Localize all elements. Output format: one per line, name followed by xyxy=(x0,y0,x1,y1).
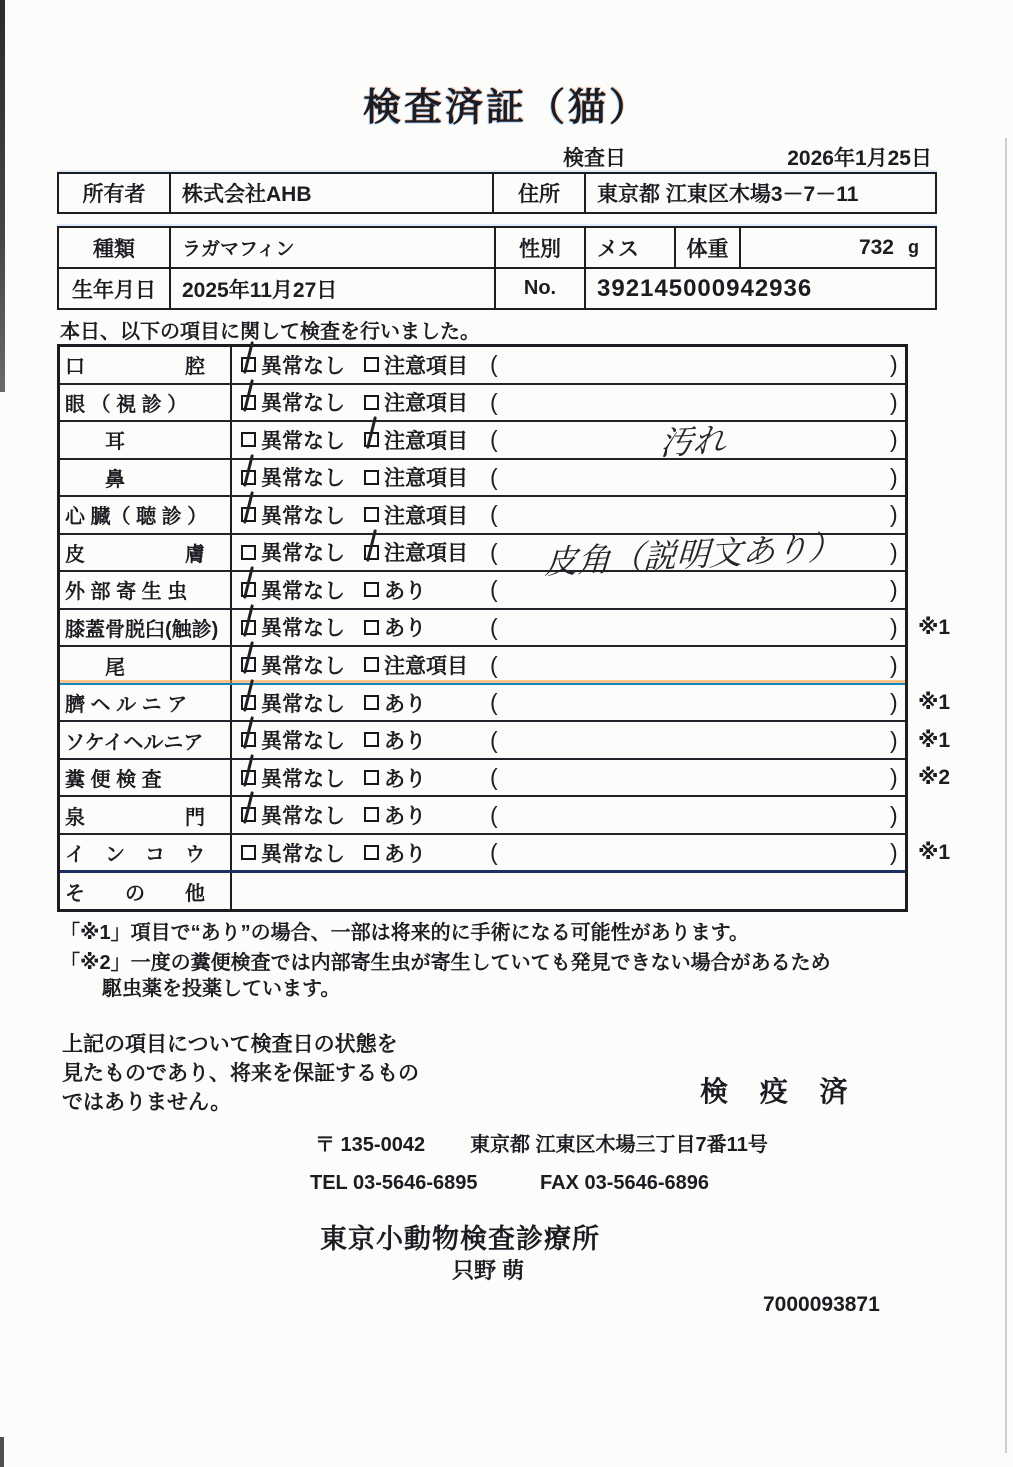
checkbox-caution[interactable] xyxy=(364,395,379,410)
paren-open: ( xyxy=(490,839,498,866)
checkbox-present[interactable] xyxy=(364,807,379,822)
checkbox-label: あり xyxy=(384,692,426,716)
checkbox-label: 異常なし xyxy=(261,392,345,416)
serial-number: 7000093871 xyxy=(763,1293,880,1316)
checkbox-label: 異常なし xyxy=(261,805,345,829)
paren-open: ( xyxy=(490,726,498,753)
checkbox-label: あり xyxy=(384,767,426,791)
weight-label: 体重 xyxy=(674,228,739,267)
checkbox-present[interactable] xyxy=(364,845,379,860)
footnote-2: 「※2」一度の糞便検査では内部寄生虫が寄生していても発見できない場合があるため xyxy=(60,952,831,974)
checklist-row xyxy=(60,528,905,581)
checkbox-present[interactable] xyxy=(364,620,379,635)
address-label: 住所 xyxy=(492,174,584,212)
sex-value: メス xyxy=(584,228,674,267)
paren-open: ( xyxy=(490,576,498,603)
footnote-marker: ※1 xyxy=(918,691,951,715)
checklist-row xyxy=(60,833,951,871)
weight-unit: g xyxy=(908,237,919,257)
paren-open: ( xyxy=(490,538,498,565)
paren-open: ( xyxy=(490,613,498,640)
paren-open: ( xyxy=(490,501,498,528)
checklist-row xyxy=(60,720,951,758)
paren-close: ) xyxy=(890,576,898,603)
scan-edge-line xyxy=(1005,138,1007,1453)
checkbox-label: 注意項目 xyxy=(384,542,468,566)
paren-close: ) xyxy=(890,689,898,716)
checklist-row xyxy=(60,570,905,608)
paren-open: ( xyxy=(490,689,498,716)
checklist-row xyxy=(60,758,951,796)
checkbox-label: 異常なし xyxy=(261,730,345,754)
checkbox-no-abnormality[interactable] xyxy=(241,545,256,560)
paren-open: ( xyxy=(490,801,498,828)
item-label: 眼 （ 視 診 ） xyxy=(60,385,232,421)
checkbox-label: 異常なし xyxy=(261,767,345,791)
intro-text: 本日、以下の項目に関して検査を行いました。 xyxy=(60,321,480,343)
checkbox-label: あり xyxy=(384,805,426,829)
breed-value: ラガマフィン xyxy=(169,228,494,267)
disclaimer-line-2: 見たものであり、将来を保証するもの xyxy=(62,1062,419,1085)
checkbox-caution[interactable] xyxy=(364,657,379,672)
checkbox-label: 異常なし xyxy=(261,467,345,491)
checkbox-no-abnormality[interactable] xyxy=(241,432,256,447)
checkbox-label: あり xyxy=(384,730,426,754)
checkbox-label: 注意項目 xyxy=(384,655,468,679)
paren-close: ) xyxy=(890,839,898,866)
checkbox-label: 異常なし xyxy=(261,429,345,453)
tel-number: TEL 03-5646-6895 xyxy=(310,1172,478,1194)
item-label: 臍 ヘ ル ニ ア xyxy=(60,685,232,721)
checkbox-label: 異常なし xyxy=(261,579,345,603)
pet-info-table xyxy=(57,226,937,310)
footnote-marker: ※2 xyxy=(918,766,951,790)
paren-close: ) xyxy=(890,538,898,565)
clinic-address: 東京都 江東区木場三丁目7番11号 xyxy=(470,1134,768,1156)
checkbox-label: 異常なし xyxy=(261,655,345,679)
paren-close: ) xyxy=(890,801,898,828)
checkbox-label: 異常なし xyxy=(261,354,345,378)
birth-label: 生年月日 xyxy=(72,278,156,302)
paren-close: ) xyxy=(890,426,898,453)
item-label: 膝蓋骨脱臼(触診) xyxy=(60,610,232,646)
paren-close: ) xyxy=(890,613,898,640)
checkbox-caution[interactable] xyxy=(364,507,379,522)
paren-open: ( xyxy=(490,463,498,490)
paren-close: ) xyxy=(890,726,898,753)
examiner-name: 只野 萌 xyxy=(452,1258,525,1283)
postal-code: 〒 135-0042 xyxy=(315,1134,426,1156)
sex-label: 性別 xyxy=(494,228,584,267)
item-label: 外 部 寄 生 虫 xyxy=(60,572,232,608)
clinic-name: 東京小動物検査診療所 xyxy=(320,1224,600,1254)
item-label: 皮 膚 xyxy=(60,535,232,571)
scan-edge-artifact xyxy=(0,0,5,392)
checkbox-label: 注意項目 xyxy=(384,504,468,528)
handwritten-note: 汚れ xyxy=(658,421,727,463)
paren-close: ) xyxy=(890,351,898,378)
footnote-2-continued: 駆虫薬を投薬しています。 xyxy=(102,978,341,1000)
paren-open: ( xyxy=(490,351,498,378)
no-value: 392145000942936 xyxy=(584,269,935,308)
checkbox-label: 異常なし xyxy=(261,692,345,716)
owner-label: 所有者 xyxy=(82,183,146,206)
birth-value: 2025年11月27日 xyxy=(169,269,494,308)
address-value: 東京都 江東区木場3－7－11 xyxy=(584,174,935,212)
handwritten-note: 皮角（説明文あり） xyxy=(543,528,843,581)
item-label: 鼻 xyxy=(60,460,232,496)
item-label: ソケイヘルニア xyxy=(60,722,232,758)
item-label: 心 臓（ 聴 診 ） xyxy=(60,497,232,533)
paren-open: ( xyxy=(490,388,498,415)
paren-close: ) xyxy=(890,764,898,791)
checklist-row xyxy=(60,608,951,646)
inspection-date-label: 検査日 xyxy=(563,147,626,170)
weight-value: 732 xyxy=(858,235,894,259)
item-label: 泉 門 xyxy=(60,797,232,833)
inspection-date-value: 2026年1月25日 xyxy=(787,147,932,170)
scan-corner-artifact xyxy=(0,1437,4,1467)
checkbox-present[interactable] xyxy=(364,582,379,597)
checklist-row xyxy=(60,347,905,383)
checkbox-label: 注意項目 xyxy=(384,392,468,416)
paren-open: ( xyxy=(490,764,498,791)
checkbox-label: 注意項目 xyxy=(384,354,468,378)
item-label: 耳 xyxy=(60,422,232,458)
checkbox-label: あり xyxy=(384,617,426,641)
checkbox-label: 異常なし xyxy=(261,842,345,866)
paren-close: ) xyxy=(890,388,898,415)
fax-number: FAX 03-5646-6896 xyxy=(540,1172,710,1194)
paren-close: ) xyxy=(890,463,898,490)
item-label: 糞 便 検 査 xyxy=(60,760,232,796)
disclaimer-line-3: ではありません。 xyxy=(62,1091,232,1114)
checkbox-label: 注意項目 xyxy=(384,467,468,491)
owner-table xyxy=(57,172,937,214)
footnote-marker: ※1 xyxy=(918,841,951,865)
checklist-table xyxy=(57,344,951,912)
checkbox-label: あり xyxy=(384,842,426,866)
footnote-1: 「※1」項目で“あり”の場合、一部は将来的に手術になる可能性があります。 xyxy=(60,922,749,944)
paren-close: ) xyxy=(890,651,898,678)
paren-open: ( xyxy=(490,426,498,453)
checklist-row xyxy=(60,645,905,683)
checklist-row xyxy=(60,458,905,496)
checklist-row xyxy=(60,870,905,909)
checkbox-label: 異常なし xyxy=(261,617,345,641)
document-title: 検査済証（猫） xyxy=(362,87,650,129)
checkbox-present[interactable] xyxy=(364,732,379,747)
disclaimer-line-1: 上記の項目について検査日の状態を xyxy=(62,1033,398,1056)
checkbox-present[interactable] xyxy=(364,770,379,785)
checklist-row xyxy=(60,383,905,421)
footnote-marker: ※1 xyxy=(918,728,951,752)
checklist-row xyxy=(60,683,951,721)
quarantine-stamp: 検 疫 済 xyxy=(700,1076,860,1107)
paren-open: ( xyxy=(490,651,498,678)
checkbox-label: 異常なし xyxy=(261,504,345,528)
item-label: 尾 xyxy=(60,647,232,683)
owner-value: 株式会社AHB xyxy=(169,174,492,212)
breed-label: 種類 xyxy=(93,237,135,261)
item-label: 口 腔 xyxy=(60,347,232,383)
checkbox-caution[interactable] xyxy=(364,357,379,372)
footnote-marker: ※1 xyxy=(918,615,951,639)
checkbox-label: 異常なし xyxy=(261,542,345,566)
checklist-row xyxy=(60,795,905,833)
no-label: No. xyxy=(494,269,584,308)
checkbox-label: 注意項目 xyxy=(384,429,468,453)
paren-close: ) xyxy=(890,501,898,528)
checkbox-present[interactable] xyxy=(364,695,379,710)
item-label: そ の 他 xyxy=(60,873,232,909)
checkbox-caution[interactable] xyxy=(364,470,379,485)
checkbox-no-abnormality[interactable] xyxy=(241,845,256,860)
checkbox-label: あり xyxy=(384,579,426,603)
item-label: イ ン コ ウ xyxy=(60,835,232,871)
checklist-row xyxy=(60,420,905,463)
